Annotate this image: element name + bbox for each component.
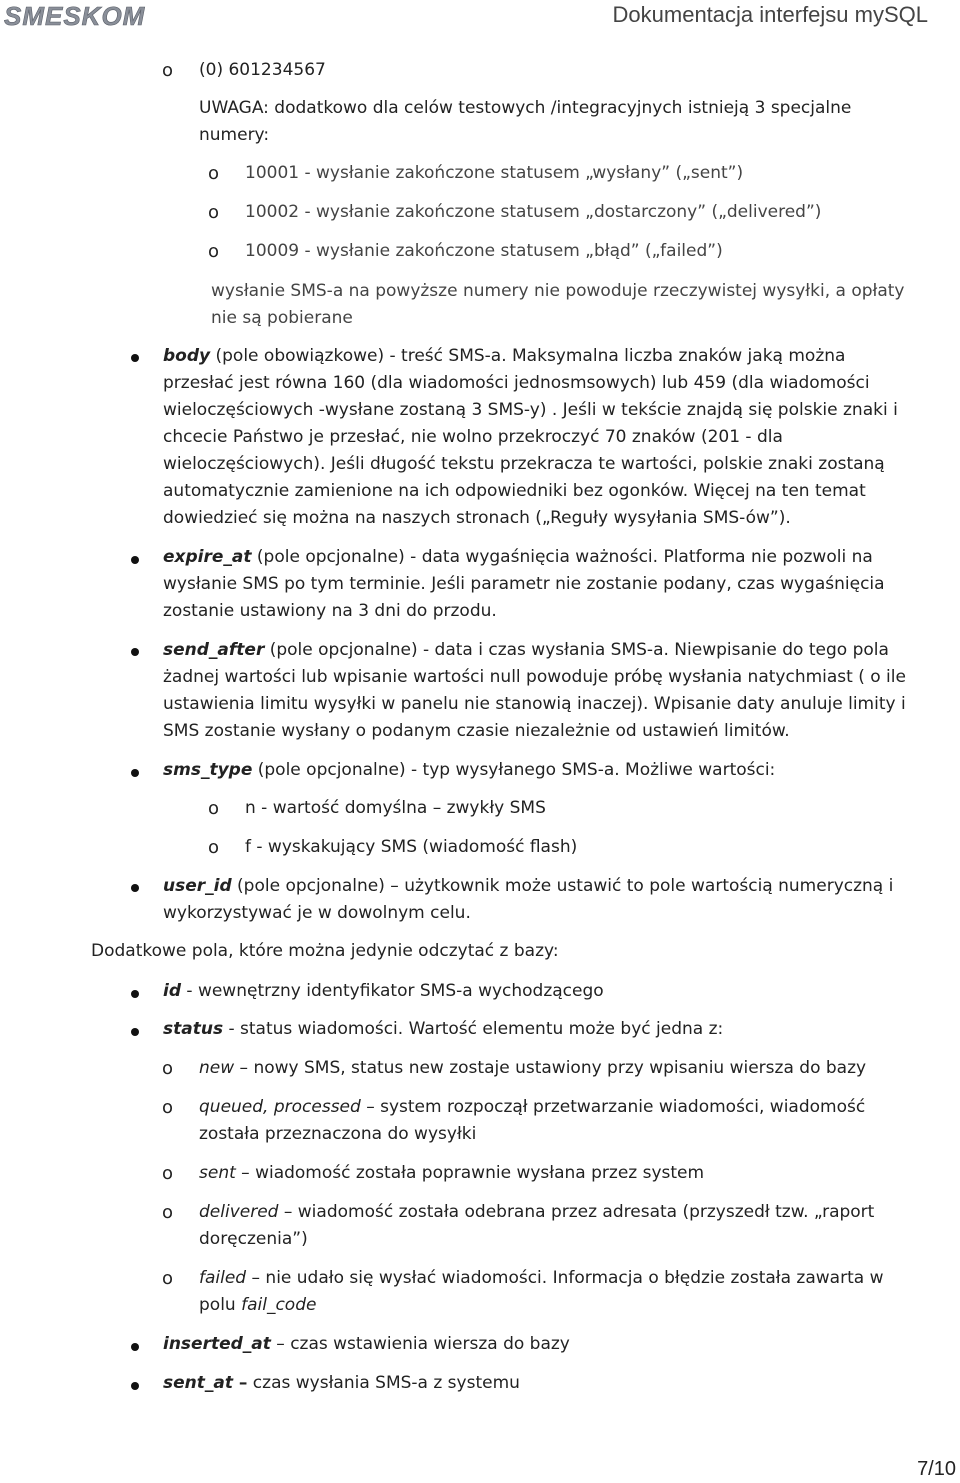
send-after-line-2: żadnej wartości lub wpisanie wartości null powoduje próbę wysłania natychmiast ( o ile [163, 667, 906, 687]
sms-type-option-n: n - wartość domyślna – zwykły SMS [245, 798, 546, 818]
user-id-line-2: wykorzystywać je w dowolnym celu. [163, 903, 471, 923]
status-failed-line-2: polu fail_code [199, 1295, 317, 1315]
expire-field-line-3: zostanie ustawiony na 3 dni do przodu. [163, 601, 497, 621]
expire-field-line-2: wysłanie SMS po tym terminie. Jeśli parametr nie zostanie podany, czas wygaśnięcia [163, 574, 885, 594]
bullet-dot [131, 769, 139, 777]
body-field-line-3: wieloczęściowych -wysłane zostaną 3 SMS-y) . Jeśli w tekście znajdą się polskie znaki i [163, 400, 898, 420]
field-name-send-after: send_after [163, 640, 265, 660]
send-after-line-4: SMS zostanie wysłany o podanym czasie niezależnie od ustawień limitów. [163, 721, 790, 741]
field-name-body: body [163, 346, 211, 366]
list-marker-o: o [208, 837, 220, 858]
body-field-line-5: wieloczęściowych). Jeśli długość tekstu przekracza te wartości, polskie znaki zostaną [163, 454, 885, 474]
svg-text:SMESKOM: SMESKOM [4, 2, 146, 30]
test-note-line-2: nie są pobierane [211, 308, 353, 328]
phone-example: (0) 601234567 [199, 60, 326, 80]
smeskom-logo [4, 2, 164, 30]
test-note-line-1: wysłanie SMS-a na powyższe numery nie powoduje rzeczywistej wysyłki, a opłaty [211, 281, 905, 301]
field-name-user-id: user_id [163, 876, 232, 896]
list-marker-o: o [162, 1202, 174, 1223]
status-delivered-line-2: doręczenia”) [199, 1229, 308, 1249]
bullet-dot [131, 1343, 139, 1351]
field-name-status: status [163, 1019, 224, 1039]
bullet-dot [131, 648, 139, 656]
status-new: new – nowy SMS, status new zostaje ustawiony przy wpisaniu wiersza do bazy [199, 1058, 867, 1078]
list-marker-o: o [162, 1163, 174, 1184]
test-number-3: 10009 - wysłanie zakończone statusem „błąd” („failed”) [245, 241, 723, 261]
bullet-dot [131, 556, 139, 564]
send-after-line-1: send_after (pole opcjonalne) - data i czas wysłania SMS-a. Niewpisanie do tego pola [163, 640, 889, 660]
id-field-line: id - wewnętrzny identyfikator SMS-a wychodzącego [163, 981, 604, 1001]
status-field-line: status - status wiadomości. Wartość elementu może być jedna z: [163, 1019, 724, 1039]
inserted-at-line: inserted_at – czas wstawienia wiersza do bazy [163, 1334, 570, 1354]
readonly-fields-heading: Dodatkowe pola, które można jedynie odczytać z bazy: [91, 941, 559, 961]
user-id-line-1: user_id (pole opcjonalne) – użytkownik może ustawić to pole wartością numeryczną i [163, 876, 894, 896]
field-name-id: id [163, 981, 181, 1001]
document-title: Dokumentacja interfejsu mySQL [612, 2, 928, 27]
field-name-expire-at: expire_at [163, 547, 252, 567]
page-header [0, 0, 960, 30]
page-number: 7/10 [917, 1458, 956, 1480]
bullet-dot [131, 990, 139, 998]
sms-type-line-1: sms_type (pole opcjonalne) - typ wysyłanego SMS-a. Możliwe wartości: [163, 760, 776, 780]
sent-at-dash: – [232, 1373, 248, 1393]
list-marker-o: o [208, 202, 220, 223]
field-name-sent-at: sent_at [163, 1373, 233, 1393]
sms-type-option-f: f - wyskakujący SMS (wiadomość flash) [245, 837, 578, 857]
list-marker-o: o [162, 1058, 174, 1079]
bullet-dot [131, 1382, 139, 1390]
test-number-1: 10001 - wysłanie zakończone statusem „wysłany” („sent”) [245, 163, 744, 183]
bullet-dot [131, 1028, 139, 1036]
send-after-line-3: ustawienia limitu wysyłki w panelu nie stanowią inaczej). Wpisanie daty anuluje limity i [163, 694, 906, 714]
uwaga-line-2: numery: [199, 125, 270, 145]
list-marker-o: o [162, 60, 174, 81]
status-delivered: delivered – wiadomość została odebrana przez adresata (przyszedł tzw. „raport [199, 1202, 875, 1222]
status-queued: queued, processed – system rozpoczął przetwarzanie wiadomości, wiadomość [199, 1097, 866, 1117]
list-marker-o: o [162, 1097, 174, 1118]
list-marker-o: o [162, 1268, 174, 1289]
test-number-2: 10002 - wysłanie zakończone statusem „dostarczony” („delivered”) [245, 202, 822, 222]
uwaga-line-1: UWAGA: dodatkowo dla celów testowych /integracyjnych istnieją 3 specjalne [199, 98, 852, 118]
body-field-line-7: dowiedzieć się można na naszych stronach („Reguły wysyłania SMS-ów”). [163, 508, 791, 528]
expire-field-line-1: expire_at (pole opcjonalne) - data wygaśnięcia ważności. Platforma nie pozwoli na [163, 547, 873, 567]
body-field-line-4: chcecie Państwo je przesłać, nie wolno przekroczyć 70 znaków (201 - dla [163, 427, 783, 447]
sent-at-line: sent_at – czas wysłania SMS-a z systemu [163, 1373, 520, 1393]
list-marker-o: o [208, 798, 220, 819]
bullet-dot [131, 884, 139, 892]
bullet-dot [131, 354, 139, 362]
status-queued-line-2: została przeznaczona do wysyłki [199, 1124, 477, 1144]
body-field-line-1: body (pole obowiązkowe) - treść SMS-a. Maksymalna liczba znaków jaką można [163, 346, 846, 366]
status-failed: failed – nie udało się wysłać wiadomości. Informacja o błędzie została zawarta w [199, 1268, 884, 1288]
list-marker-o: o [208, 241, 220, 262]
status-sent: sent – wiadomość została poprawnie wysłana przez system [199, 1163, 705, 1183]
field-name-inserted-at: inserted_at [163, 1334, 271, 1354]
body-field-line-6: automatycznie zamienione na ich odpowiedniki bez ogonków. Więcej na ten temat [163, 481, 866, 501]
list-marker-o: o [208, 163, 220, 184]
field-name-sms-type: sms_type [163, 760, 253, 780]
body-field-line-2: przesłać jest równa 160 (dla wiadomości jednosmsowych) lub 459 (dla wiadomości [163, 373, 870, 393]
